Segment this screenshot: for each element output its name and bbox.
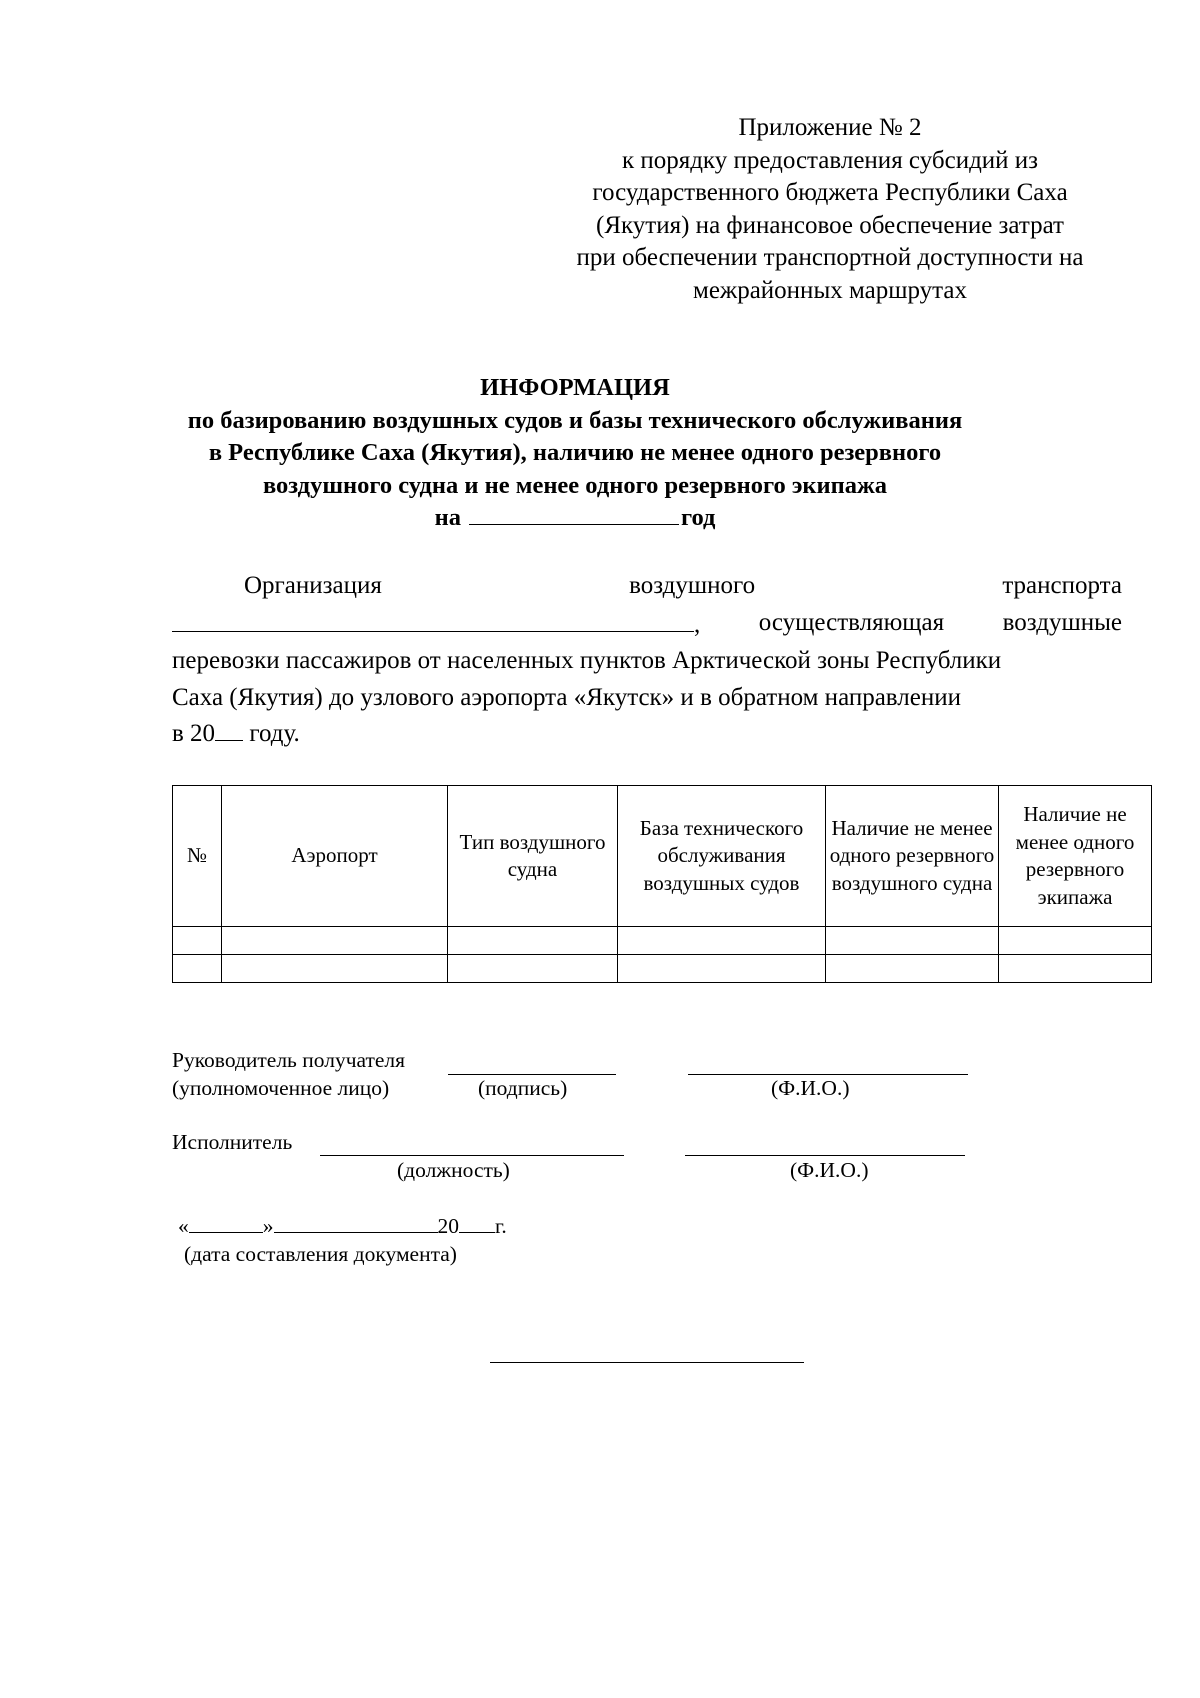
head-label: Руководитель получателя xyxy=(172,1048,406,1072)
date-year-suffix: г. xyxy=(495,1214,507,1238)
body-word: осуществляющая xyxy=(758,608,945,636)
table-cell[interactable] xyxy=(999,955,1152,983)
table-header-row xyxy=(173,786,1152,927)
fio-caption: (Ф.И.О.) xyxy=(771,1076,850,1100)
body-word: транспорта xyxy=(1002,572,1122,599)
date-century: 20 xyxy=(437,1214,459,1238)
appendix-line: межрайонных маршрутах xyxy=(693,276,967,304)
title-heading: ИНФОРМАЦИЯ xyxy=(480,374,670,401)
body-text-line: перевозки пассажиров от населенных пунктов Арктической зоны Республики xyxy=(172,647,1002,674)
executor-label: Исполнитель xyxy=(172,1130,293,1154)
body-comma: , xyxy=(694,610,701,638)
title-line: по базированию воздушных судов и базы технического обслуживания xyxy=(187,406,963,434)
basing-info-table xyxy=(172,785,1152,983)
body-line-1 xyxy=(172,568,1122,605)
table-row xyxy=(173,927,1152,955)
signature-caption: (подпись) xyxy=(478,1076,568,1100)
date-open-quote: « xyxy=(178,1214,189,1238)
body-word: Организация xyxy=(244,572,382,599)
appendix-line: при обеспечении транспортной доступности на xyxy=(576,244,1084,271)
appendix-number: Приложение № 2 xyxy=(738,114,922,141)
body-word: воздушные xyxy=(1002,608,1122,636)
body-text-line: Саха (Якутия) до узлового аэропорта «Якутск» и в обратном направлении xyxy=(172,683,961,711)
date-close-quote: » xyxy=(262,1214,274,1238)
column-header-number: № xyxy=(173,786,222,927)
appendix-line: (Якутия) на финансовое обеспечение затрат xyxy=(596,211,1064,239)
document-title xyxy=(150,372,1000,535)
closing-divider xyxy=(490,1362,804,1363)
table-row xyxy=(173,955,1152,983)
body-line-5 xyxy=(172,716,1122,753)
table-cell[interactable] xyxy=(448,927,618,955)
title-line: в Республике Саха (Якутия), наличию не менее одного резервного xyxy=(208,439,942,466)
table-cell[interactable] xyxy=(222,927,448,955)
column-header-maintenance-base: База технического обслуживания воздушных судов xyxy=(618,786,826,927)
column-header-aircraft-type: Тип воздушного судна xyxy=(448,786,618,927)
appendix-line: к порядку предоставления субсидий из xyxy=(621,146,1039,174)
table-cell[interactable] xyxy=(618,927,826,955)
fio-caption: (Ф.И.О.) xyxy=(790,1158,869,1182)
organization-blank[interactable] xyxy=(172,605,694,632)
body-line-4 xyxy=(172,680,1122,717)
table-cell[interactable] xyxy=(448,955,618,983)
organization-field xyxy=(172,605,700,644)
column-header-reserve-crew: Наличие не менее одного резервного экипажа xyxy=(999,786,1152,927)
year-suffix-text: году. xyxy=(243,720,300,747)
body-line-3 xyxy=(172,643,1122,680)
appendix-line: государственного бюджета Республики Саха xyxy=(592,179,1068,206)
table-cell[interactable] xyxy=(826,955,999,983)
date-day-blank[interactable] xyxy=(189,1212,263,1233)
column-header-airport: Аэропорт xyxy=(222,786,448,927)
position-caption: (должность) xyxy=(397,1158,510,1182)
table-cell[interactable] xyxy=(222,955,448,983)
date-month-blank[interactable] xyxy=(274,1212,438,1233)
appendix-header xyxy=(535,112,1125,307)
column-header-reserve-aircraft: Наличие не менее одного резервного воздушного судна xyxy=(826,786,999,927)
year-prefix-text: в 20 xyxy=(172,720,216,747)
body-word: воздушного xyxy=(629,572,756,599)
table-cell[interactable] xyxy=(173,955,222,983)
body-year-blank[interactable] xyxy=(215,718,243,741)
date-line xyxy=(178,1212,507,1240)
body-paragraph xyxy=(172,568,1122,753)
title-line: воздушного судна и не менее одного резервного экипажа xyxy=(262,471,888,499)
year-suffix: год xyxy=(680,504,716,531)
date-year-blank[interactable] xyxy=(459,1212,495,1233)
table-cell[interactable] xyxy=(173,927,222,955)
head-sub-label: (уполномоченное лицо) xyxy=(172,1076,390,1100)
table-cell[interactable] xyxy=(618,955,826,983)
year-prefix: на xyxy=(434,504,461,531)
table-cell[interactable] xyxy=(999,927,1152,955)
date-caption: (дата составления документа) xyxy=(184,1242,457,1266)
title-year-line xyxy=(150,502,1000,535)
body-line-2 xyxy=(172,605,1122,644)
table-cell[interactable] xyxy=(826,927,999,955)
year-blank[interactable] xyxy=(469,502,679,525)
